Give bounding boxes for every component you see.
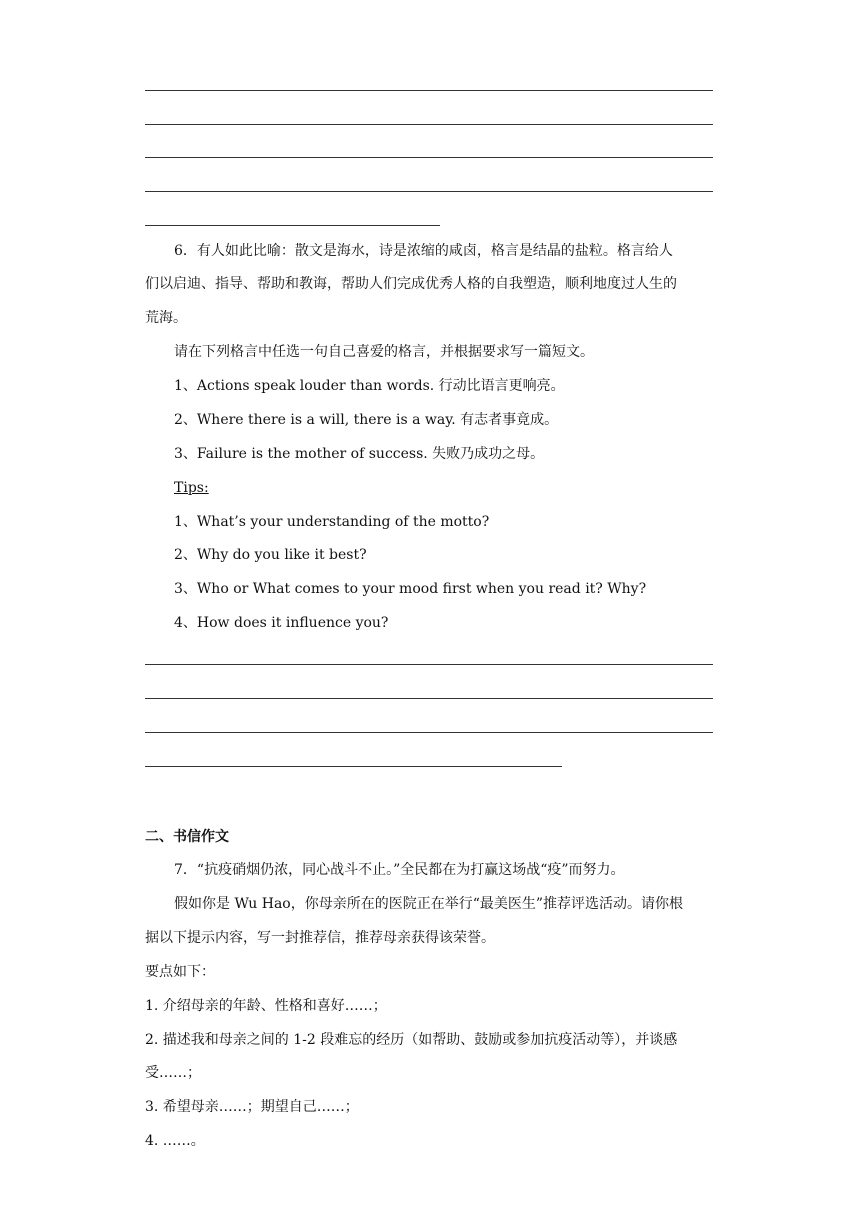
answer-line (145, 124, 713, 125)
point-2-cont: 受……； (145, 1065, 201, 1081)
q7-intro: 7．“抗疫硝烟仍浓，同心战斗不止。”全民都在为打赢这场战“疫”而努力。 (174, 862, 625, 878)
q7-line-2: 据以下提示内容，写一封推荐信，推荐母亲获得该荣誉。 (145, 930, 495, 946)
tips-label: Tips: (174, 480, 209, 496)
point-2: 2. 描述我和母亲之间的 1-2 段难忘的经历（如帮助、鼓励或参加抗疫活动等），并谈感 (145, 1032, 678, 1048)
point-3: 3. 希望母亲……；期望自己……； (145, 1099, 359, 1115)
answer-line (145, 225, 440, 226)
answer-line (145, 766, 562, 767)
tip-1: 1、What’s your understanding of the motto? (174, 514, 490, 530)
answer-line (145, 157, 713, 158)
q7-line-1: 假如你是 Wu Hao，你母亲所在的医院正在举行“最美医生”推荐评选活动。请你根 (174, 896, 684, 912)
q6-line-2: 们以启迪、指导、帮助和教诲，帮助人们完成优秀人格的自我塑造，顺利地度过人生的 (145, 276, 677, 292)
motto-2: 2、Where there is a will, there is a way. 有志者事竟成。 (174, 412, 559, 428)
tip-2: 2、Why do you like it best? (174, 547, 367, 563)
q6-line-3: 荒海。 (145, 310, 187, 326)
point-1: 1. 介绍母亲的年龄、性格和喜好……； (145, 998, 387, 1014)
motto-1: 1、Actions speak louder than words. 行动比语言更响亮。 (174, 378, 565, 394)
answer-line (145, 732, 713, 733)
motto-3: 3、Failure is the mother of success. 失败乃成功之母。 (174, 446, 545, 462)
tip-3: 3、Who or What comes to your mood first when you read it? Why? (174, 581, 647, 597)
section-heading: 二、书信作文 (145, 829, 229, 845)
point-4: 4. ……。 (145, 1133, 205, 1149)
q6-instruction: 请在下列格言中任选一句自己喜爱的格言，并根据要求写一篇短文。 (174, 344, 594, 360)
tip-4: 4、How does it influence you? (174, 615, 389, 631)
points-label: 要点如下： (145, 964, 215, 980)
answer-line (145, 191, 713, 192)
answer-line (145, 90, 713, 91)
answer-line (145, 664, 713, 665)
q6-line-1: 6．有人如此比喻：散文是海水，诗是浓缩的咸卤，格言是结晶的盐粒。格言给人 (174, 243, 673, 259)
answer-line (145, 698, 713, 699)
